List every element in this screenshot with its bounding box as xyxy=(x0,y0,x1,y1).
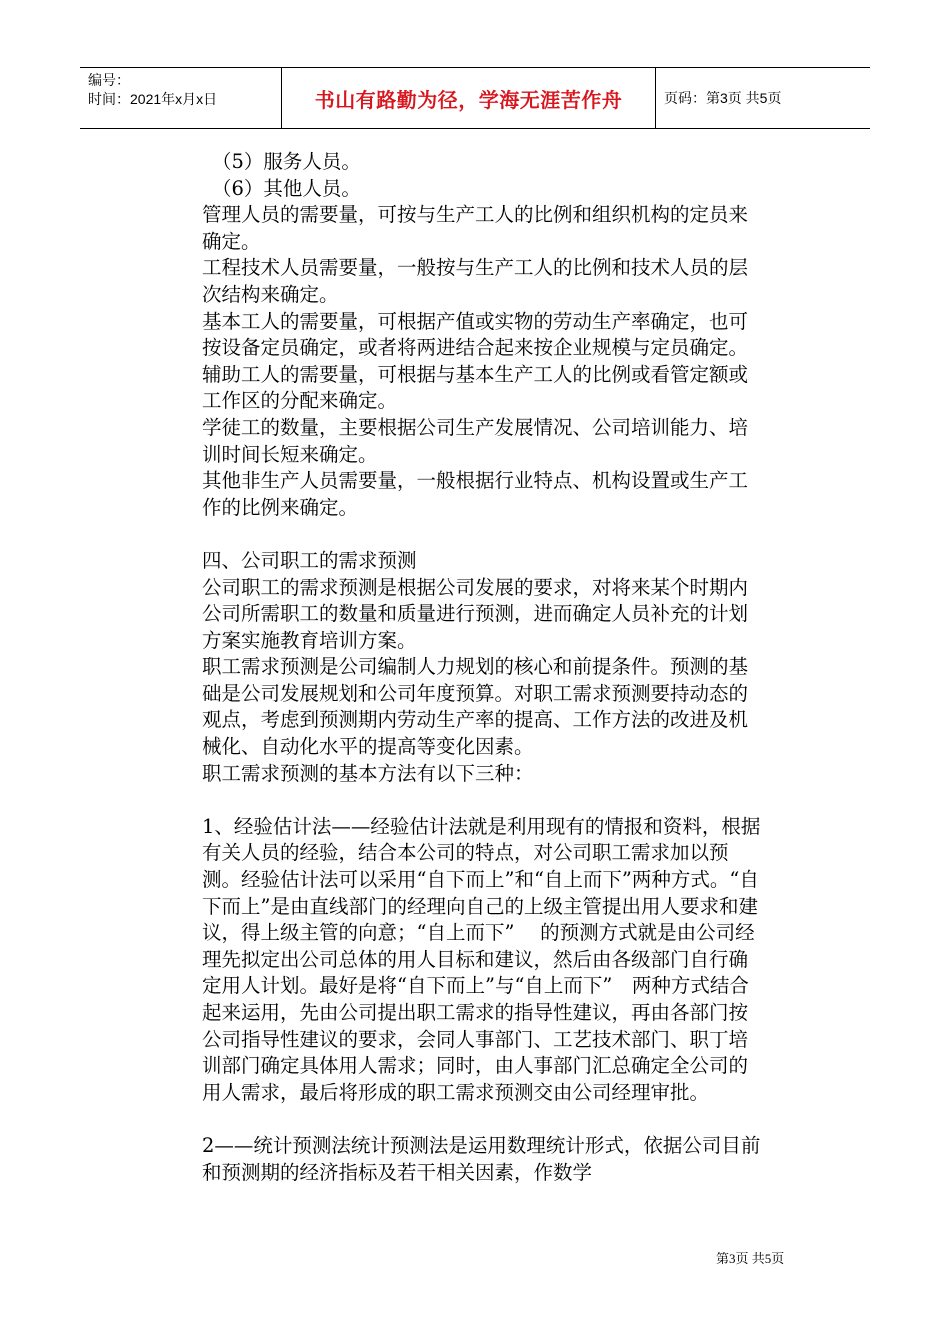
body-paragraph: 管理人员的需要量，可按与生产工人的比例和组织机构的定员来确定。 xyxy=(202,203,749,253)
blank-line xyxy=(202,521,762,548)
body-paragraph: 公司职工的需求预测是根据公司发展的要求，对将来某个时期内公司所需职工的数量和质量进行预测，进而确定人员补充的计划方案实施教育培训方案。 xyxy=(202,575,749,652)
blank-line xyxy=(202,787,762,814)
blank-line xyxy=(202,1106,762,1133)
body-paragraph: 职工需求预测的基本方法有以下三种： xyxy=(202,761,534,785)
body-paragraph: 职工需求预测是公司编制人力规划的核心和前提条件。预测的基础是公司发展规划和公司年度预算。对职工需求预测要持动态的观点，考虑到预测期内劳动生产率的提高、工作方法的改进及机械化、自动化水平的提高等变化因素。 xyxy=(202,655,749,759)
header-motto: 书山有路勤为径，学海无涯苦作舟 xyxy=(282,68,656,128)
document-number-label: 编号： xyxy=(88,72,130,88)
document-body xyxy=(202,149,762,1186)
body-paragraph: 2——统计预测法统计预测法是运用数理统计形式，依据公司目前和预测期的经济指标及若干相关因素，作数学 xyxy=(202,1133,761,1184)
body-paragraph: 1、经验估计法——经验估计法就是利用现有的情报和资料，根据有关人员的经验，结合本公司的特点，对公司职工需求加以预测。经验估计法可以采用“自下而上”和“自上而下”两种方式。“自下而上”是由直线部门的经理向自己的上级主管提出用人要求和建议，得上级主管的向意；“自上而下” 的预测方式就是由公司经理先拟定出公司总体的用人目标和建议，然后由各级部门自行确定用人计划。最好是将“自下而上”与“自上而下” 两种方式结合起来运用，先由公司提出职工需求的指导性建议，再由各部门按公司指导性建议的要求，会同人事部门、工艺技术部门、职丁培训部门确定具体用人需求；同时，由人事部门汇总确定全公司的用人需求，最后将形成的职工需求预测交由公司经理审批。 xyxy=(202,814,761,1104)
body-paragraph: （6）其他人员。 xyxy=(212,176,361,200)
body-paragraph: 学徒工的数量，主要根据公司生产发展情况、公司培训能力、培训时间长短来确定。 xyxy=(202,415,749,466)
page-footer: 第3页 共5页 xyxy=(716,1251,785,1266)
document-date-label: 时间：2021年x月x日 xyxy=(88,91,218,107)
page-header xyxy=(80,67,870,129)
body-paragraph: 工程技术人员需要量，一般按与生产工人的比例和技术人员的层次结构来确定。 xyxy=(202,256,749,306)
header-page-number: 页码：第3页 共5页 xyxy=(664,90,782,106)
header-meta xyxy=(80,68,282,128)
section-heading: 四、公司职工的需求预测 xyxy=(202,548,417,572)
body-paragraph: 基本工人的需要量，可根据产值或实物的劳动生产率确定，也可按设备定员确定，或者将两进结合起来按企业规模与定员确定。 xyxy=(202,309,749,360)
body-paragraph: 辅助工人的需要量，可根据与基本生产工人的比例或看管定额或工作区的分配来确定。 xyxy=(202,362,749,413)
body-paragraph: （5）服务人员。 xyxy=(212,150,361,173)
body-paragraph: 其他非生产人员需要量，一般根据行业特点、机构设置或生产工作的比例来确定。 xyxy=(202,469,749,519)
